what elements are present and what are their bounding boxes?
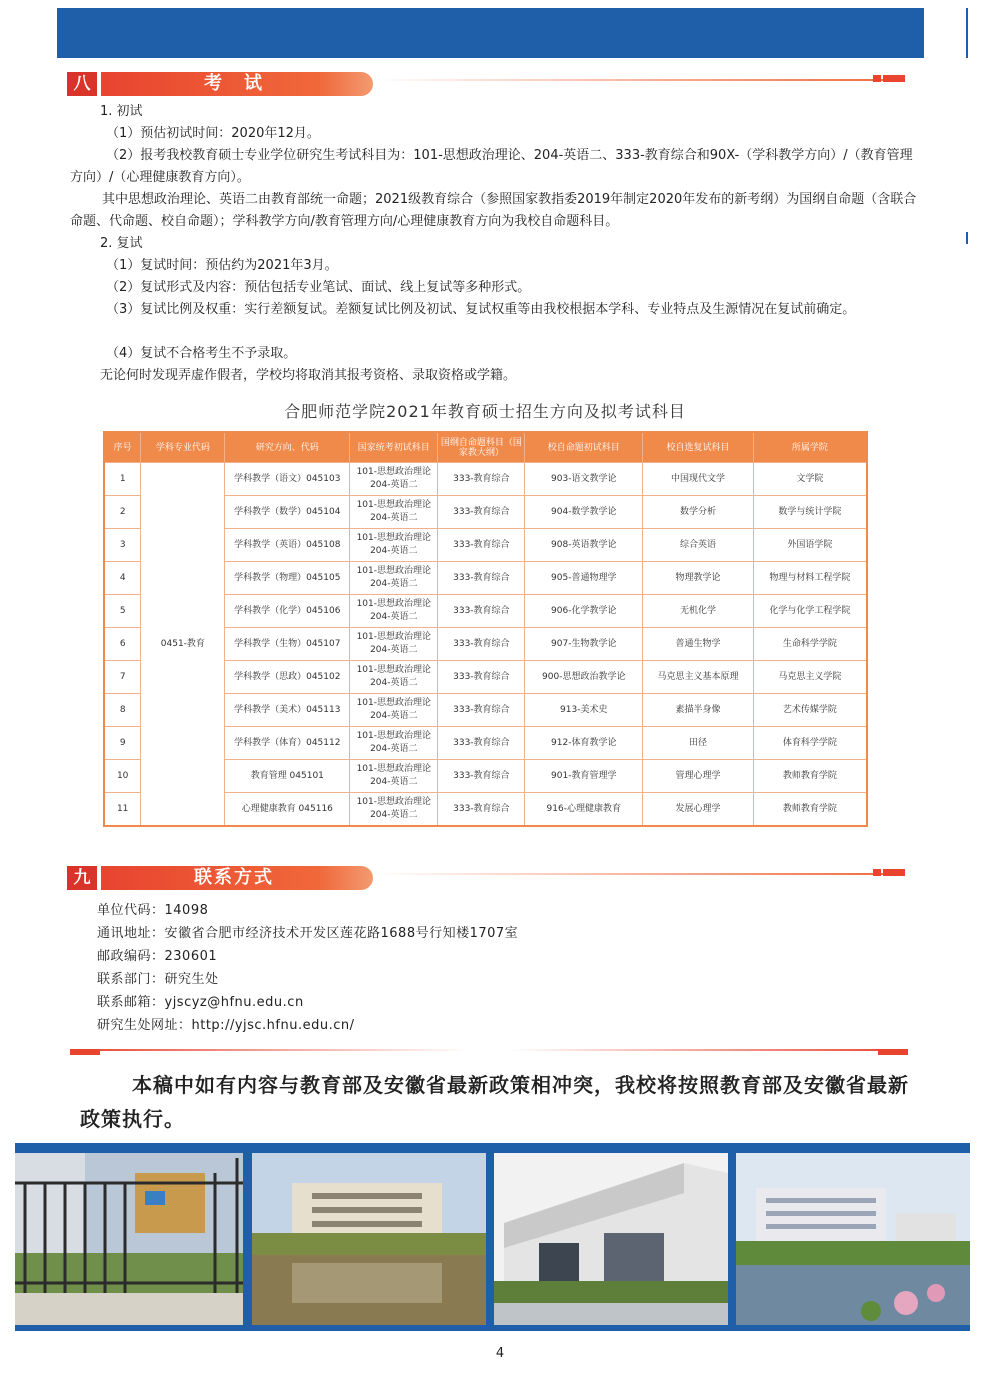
row-number: 11 xyxy=(104,793,141,827)
row-number: 4 xyxy=(104,562,141,595)
retest-subject: 无机化学 xyxy=(643,595,754,628)
row-number: 6 xyxy=(104,628,141,661)
school-exam: 913-美术史 xyxy=(525,694,643,727)
exam-heading-retest: 2. 复试 xyxy=(100,236,143,251)
school-exam: 916-心理健康教育 xyxy=(525,793,643,827)
exam-english: 204-英语二 xyxy=(370,810,418,820)
exam-english: 204-英语二 xyxy=(370,711,418,721)
unified-exam: 333-教育综合 xyxy=(438,463,525,496)
college: 教师教育学院 xyxy=(753,760,867,793)
contact-postcode: 邮政编码：230601 xyxy=(97,949,218,964)
column-header: 国家统考初试科目 xyxy=(350,432,438,463)
section-9-header xyxy=(67,866,905,892)
exam-english: 204-英语二 xyxy=(370,579,418,589)
direction: 学科教学（物理）045105 xyxy=(225,562,350,595)
national-exam xyxy=(350,562,438,595)
retest-subject: 普通生物学 xyxy=(643,628,754,661)
direction: 心理健康教育 045116 xyxy=(225,793,350,827)
national-exam xyxy=(350,661,438,694)
side-mark xyxy=(966,8,968,58)
admission-table xyxy=(103,431,868,827)
exam-english: 204-英语二 xyxy=(370,480,418,490)
college: 外国语学院 xyxy=(753,529,867,562)
exam-line: （4）复试不合格考生不予录取。 xyxy=(106,346,297,361)
divider xyxy=(70,1049,908,1055)
column-header: 序号 xyxy=(104,432,141,463)
unified-exam: 333-教育综合 xyxy=(438,793,525,827)
contact-unit-code: 单位代码：14098 xyxy=(97,903,209,918)
exam-politics: 101-思想政治理论 xyxy=(356,599,432,609)
table-row xyxy=(104,463,867,496)
column-header: 校自选复试科目 xyxy=(643,432,754,463)
exam-politics: 101-思想政治理论 xyxy=(356,764,432,774)
unified-exam: 333-教育综合 xyxy=(438,694,525,727)
major-code: 0451-教育 xyxy=(141,463,225,827)
exam-line: （3）复试比例及权重：实行差额复试。差额复试比例及初试、复试权重等由我校根据本学科、专业特点及生源情况在复试前确定。 xyxy=(106,302,856,317)
column-header: 研究方向、代码 xyxy=(225,432,350,463)
national-exam xyxy=(350,694,438,727)
exam-politics: 101-思想政治理论 xyxy=(356,533,432,543)
section-title: 联系方式 xyxy=(194,867,274,888)
side-mark xyxy=(966,232,968,244)
exam-english: 204-英语二 xyxy=(370,678,418,688)
national-exam xyxy=(350,760,438,793)
national-exam xyxy=(350,463,438,496)
exam-politics: 101-思想政治理论 xyxy=(356,467,432,477)
section-rule xyxy=(373,873,905,875)
exam-heading-initial: 1. 初试 xyxy=(100,104,143,119)
exam-line: 其中思想政治理论、英语二由教育部统一命题；2021级教育综合（参照国家教指委2019年制定2020年发布的新考纲）为国纲自命题（含联合命题、代命题、校自命题）；学科教学方向/教育管理方向/心理健康教育方向为我校自命题科目。 xyxy=(70,192,917,229)
column-header: 所属学院 xyxy=(753,432,867,463)
exam-politics: 101-思想政治理论 xyxy=(356,698,432,708)
campus-photo-gate xyxy=(15,1153,243,1325)
exam-politics: 101-思想政治理论 xyxy=(356,566,432,576)
college: 化学与化学工程学院 xyxy=(753,595,867,628)
direction: 学科教学（化学）045106 xyxy=(225,595,350,628)
national-exam xyxy=(350,793,438,827)
college: 教师教育学院 xyxy=(753,793,867,827)
unified-exam: 333-教育综合 xyxy=(438,628,525,661)
section-decoration xyxy=(871,75,905,83)
national-exam xyxy=(350,727,438,760)
unified-exam: 333-教育综合 xyxy=(438,595,525,628)
top-banner xyxy=(57,8,924,58)
row-number: 1 xyxy=(104,463,141,496)
direction: 学科教学（美术）045113 xyxy=(225,694,350,727)
national-exam xyxy=(350,628,438,661)
exam-politics: 101-思想政治理论 xyxy=(356,665,432,675)
column-header: 学科专业代码 xyxy=(141,432,225,463)
section-title: 考 试 xyxy=(204,73,264,94)
exam-line: （1）复试时间：预估约为2021年3月。 xyxy=(106,258,338,273)
retest-subject: 数学分析 xyxy=(643,496,754,529)
school-exam: 901-教育管理学 xyxy=(525,760,643,793)
retest-subject: 综合英语 xyxy=(643,529,754,562)
exam-politics: 101-思想政治理论 xyxy=(356,797,432,807)
exam-english: 204-英语二 xyxy=(370,546,418,556)
direction: 教育管理 045101 xyxy=(225,760,350,793)
column-header: 校自命题初试科目 xyxy=(525,432,643,463)
exam-line: （2）复试形式及内容：预估包括专业笔试、面试、线上复试等多种形式。 xyxy=(106,280,531,295)
page-number: 4 xyxy=(495,1346,505,1361)
exam-english: 204-英语二 xyxy=(370,612,418,622)
retest-subject: 物理教学论 xyxy=(643,562,754,595)
row-number: 3 xyxy=(104,529,141,562)
school-exam: 904-数学教学论 xyxy=(525,496,643,529)
retest-subject: 中国现代文学 xyxy=(643,463,754,496)
retest-subject: 田径 xyxy=(643,727,754,760)
college: 生命科学学院 xyxy=(753,628,867,661)
exam-english: 204-英语二 xyxy=(370,645,418,655)
policy-notice: 本稿中如有内容与教育部及安徽省最新政策相冲突，我校将按照教育部及安徽省最新政策执行。 xyxy=(80,1073,909,1131)
exam-line: （1）预估初试时间：2020年12月。 xyxy=(106,126,320,141)
column-header: 国纲自命题科目（国家教大纲） xyxy=(438,432,525,463)
national-exam xyxy=(350,529,438,562)
school-exam: 906-化学教学论 xyxy=(525,595,643,628)
unified-exam: 333-教育综合 xyxy=(438,661,525,694)
school-exam: 900-思想政治教学论 xyxy=(525,661,643,694)
contact-email[interactable]: 联系邮箱：yjscyz@hfnu.edu.cn xyxy=(97,995,304,1010)
direction: 学科教学（语文）045103 xyxy=(225,463,350,496)
exam-english: 204-英语二 xyxy=(370,513,418,523)
exam-politics: 101-思想政治理论 xyxy=(356,632,432,642)
row-number: 5 xyxy=(104,595,141,628)
direction: 学科教学（英语）045108 xyxy=(225,529,350,562)
school-exam: 912-体育教学论 xyxy=(525,727,643,760)
school-exam: 903-语文教学论 xyxy=(525,463,643,496)
college: 数学与统计学院 xyxy=(753,496,867,529)
direction: 学科教学（生物）045107 xyxy=(225,628,350,661)
campus-photo-library xyxy=(252,1153,486,1325)
contact-address: 通讯地址：安徽省合肥市经济技术开发区莲花路1688号行知楼1707室 xyxy=(97,926,519,941)
row-number: 8 xyxy=(104,694,141,727)
row-number: 7 xyxy=(104,661,141,694)
school-exam: 908-英语教学论 xyxy=(525,529,643,562)
contact-website[interactable]: 研究生处网址：http://yjsc.hfnu.edu.cn/ xyxy=(97,1018,355,1033)
row-number: 10 xyxy=(104,760,141,793)
row-number: 2 xyxy=(104,496,141,529)
section-decoration xyxy=(871,869,905,877)
exam-english: 204-英语二 xyxy=(370,744,418,754)
campus-photo-building xyxy=(494,1153,728,1325)
campus-photo-lake xyxy=(736,1153,970,1325)
college: 马克思主义学院 xyxy=(753,661,867,694)
table-title: 合肥师范学院2021年教育硕士招生方向及拟考试科目 xyxy=(284,402,686,421)
unified-exam: 333-教育综合 xyxy=(438,562,525,595)
retest-subject: 管理心理学 xyxy=(643,760,754,793)
school-exam: 905-普通物理学 xyxy=(525,562,643,595)
unified-exam: 333-教育综合 xyxy=(438,496,525,529)
direction: 学科教学（体育）045112 xyxy=(225,727,350,760)
unified-exam: 333-教育综合 xyxy=(438,760,525,793)
exam-english: 204-英语二 xyxy=(370,777,418,787)
unified-exam: 333-教育综合 xyxy=(438,727,525,760)
section-rule xyxy=(373,79,905,81)
exam-line: 无论何时发现弄虚作假者，学校均将取消其报考资格、录取资格或学籍。 xyxy=(100,368,517,383)
exam-politics: 101-思想政治理论 xyxy=(356,500,432,510)
table-header-row xyxy=(104,432,867,463)
school-exam: 907-生物教学论 xyxy=(525,628,643,661)
retest-subject: 发展心理学 xyxy=(643,793,754,827)
national-exam xyxy=(350,595,438,628)
direction: 学科教学（思政）045102 xyxy=(225,661,350,694)
row-number: 9 xyxy=(104,727,141,760)
section-8-header xyxy=(67,72,905,98)
college: 物理与材料工程学院 xyxy=(753,562,867,595)
contact-department: 联系部门：研究生处 xyxy=(97,972,219,987)
section-number: 九 xyxy=(67,866,97,890)
college: 文学院 xyxy=(753,463,867,496)
campus-photo-strip xyxy=(15,1143,970,1331)
college: 体育科学学院 xyxy=(753,727,867,760)
exam-line: （2）报考我校教育硕士专业学位研究生考试科目为：101-思想政治理论、204-英语二、333-教育综合和90X-（学科教学方向）/（教育管理方向）/（心理健康教育方向）。 xyxy=(70,148,913,185)
section-number: 八 xyxy=(67,72,97,96)
national-exam xyxy=(350,496,438,529)
unified-exam: 333-教育综合 xyxy=(438,529,525,562)
retest-subject: 马克思主义基本原理 xyxy=(643,661,754,694)
exam-politics: 101-思想政治理论 xyxy=(356,731,432,741)
college: 艺术传媒学院 xyxy=(753,694,867,727)
direction: 学科教学（数学）045104 xyxy=(225,496,350,529)
retest-subject: 素描半身像 xyxy=(643,694,754,727)
